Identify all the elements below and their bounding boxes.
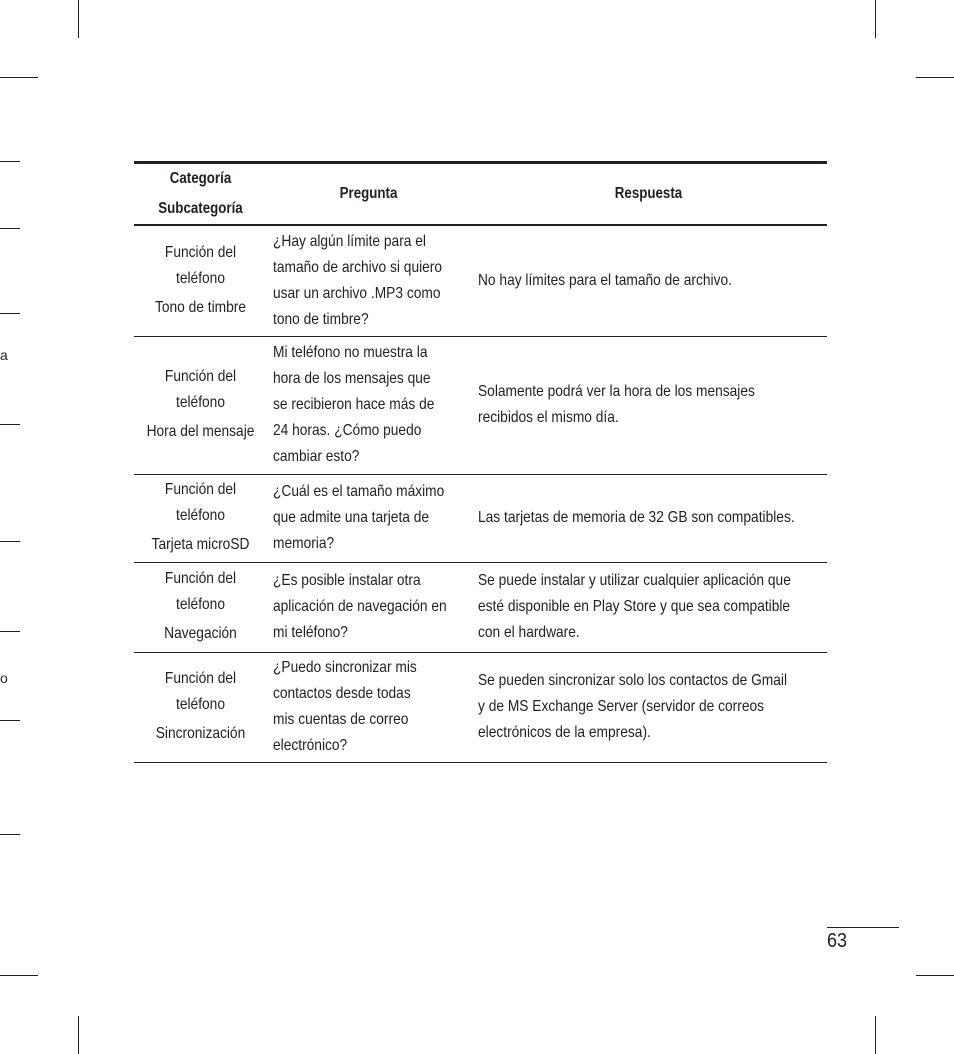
subcategory-label: Hora del mensaje [146,423,255,440]
answer-cell [470,225,827,336]
table-header-row [134,163,827,226]
category-label: Función del teléfono [164,670,237,713]
header-answer-label: Respuesta [614,185,683,202]
question-cell [267,336,470,474]
category-cell [134,474,267,562]
crop-mark [875,1016,876,1054]
answer-text: Se puede instalar y utilizar cualquier aplicación que esté disponible en Play Store y que sea compatible con el hardware. [478,572,791,641]
facing-page-rule [0,161,20,162]
header-category-label: Categoría [169,170,232,187]
facing-page-rule [0,631,20,632]
facing-page-rule [0,834,20,835]
table-row [134,474,827,562]
answer-cell [470,652,827,762]
page-number-rule [827,927,899,928]
facing-page-rule [0,228,20,229]
category-label: Función del teléfono [164,243,237,287]
answer-text: Las tarjetas de memoria de 32 GB son compatibles. [478,509,795,526]
question-cell [267,652,470,762]
table-row [134,652,827,762]
subcategory-label: Tono de timbre [154,298,247,316]
facing-page-text-fragment: o [0,670,8,686]
question-text: ¿Es posible instalar otra aplicación de navegación en mi teléfono? [273,572,447,641]
category-cell [134,652,267,762]
crop-mark [0,975,38,976]
subcategory-label: Navegación [164,625,237,642]
category-label: Función del teléfono [164,368,237,411]
header-question-label: Pregunta [339,185,398,202]
facing-page-rule [0,720,20,721]
answer-cell [470,474,827,562]
page-number: 63 [827,930,848,952]
answer-text: No hay límites para el tamaño de archivo. [478,271,732,289]
category-cell [134,336,267,474]
crop-mark [916,975,954,976]
category-cell [134,225,267,336]
answer-text: Solamente podrá ver la hora de los mensajes recibidos el mismo día. [478,383,755,426]
facing-page-rule [0,424,20,425]
header-category [134,163,267,226]
table-row [134,225,827,336]
crop-mark [0,77,38,78]
table-row [134,336,827,474]
facing-page-rule [0,541,20,542]
question-text: ¿Cuál es el tamaño máximo que admite una tarjeta de memoria? [273,483,445,552]
question-text: ¿Hay algún límite para el tamaño de archivo si quiero usar un archivo .MP3 como tono de timbre? [273,232,443,328]
category-label: Función del teléfono [164,570,237,613]
header-answer [470,163,827,226]
crop-mark [916,77,954,78]
category-cell [134,562,267,652]
header-subcategory-label: Subcategoría [158,200,243,217]
category-label: Función del teléfono [164,481,237,524]
question-cell [267,225,470,336]
crop-mark [875,0,876,38]
answer-cell [470,562,827,652]
faq-table [134,161,827,763]
subcategory-label: Sincronización [155,725,246,742]
answer-cell [470,336,827,474]
table-row [134,562,827,652]
facing-page-rule [0,313,20,314]
answer-text: Se pueden sincronizar solo los contactos de Gmail y de MS Exchange Server (servidor de correos electrónicos de la empresa). [478,672,788,741]
facing-page-text-fragment: a [0,347,8,363]
header-question [267,163,470,226]
question-cell [267,562,470,652]
question-text: ¿Puedo sincronizar mis contactos desde todas mis cuentas de correo electrónico? [273,659,417,754]
subcategory-label: Tarjeta microSD [151,536,250,553]
crop-mark [78,0,79,38]
crop-mark [78,1016,79,1054]
question-text: Mi teléfono no muestra la hora de los mensajes que se recibieron hace más de 24 horas. ¿Cómo puedo cambiar esto? [273,344,435,465]
question-cell [267,474,470,562]
